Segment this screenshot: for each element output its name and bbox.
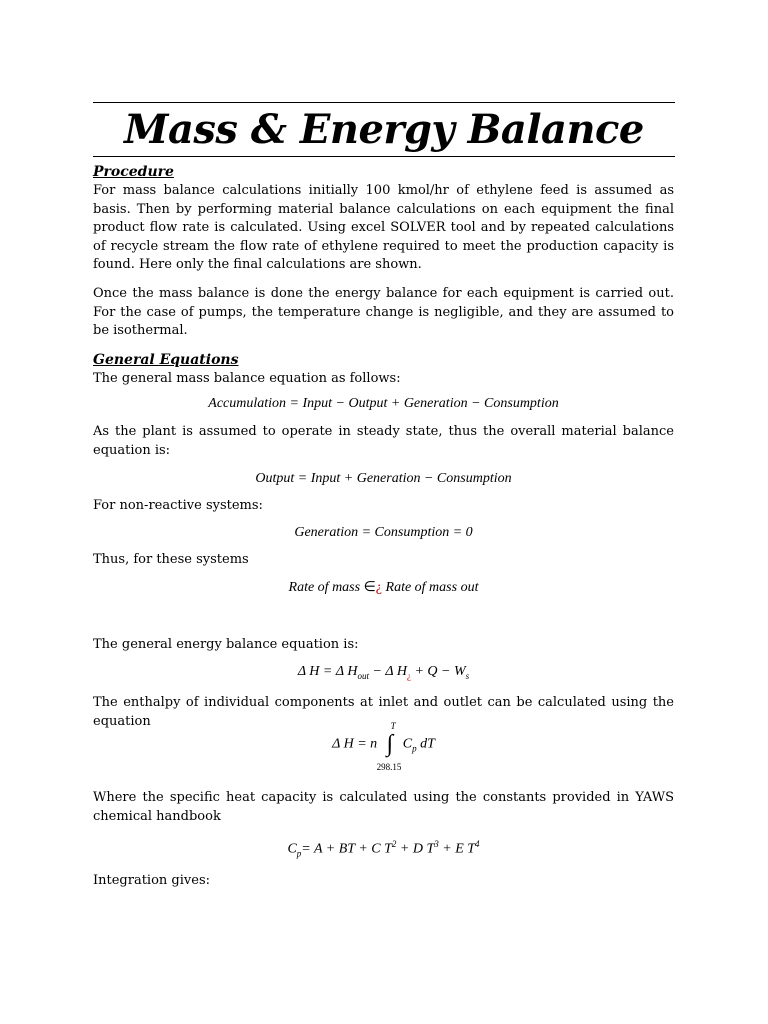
- steady-state-text: As the plant is assumed to operate in steady state, thus the overall material balance equation is:: [93, 424, 674, 458]
- rate-left: Rate of mass: [288, 579, 361, 595]
- non-reactive-text: For non-reactive systems:: [93, 497, 263, 513]
- rate-of-mass-equation: [93, 578, 674, 598]
- general-equations-heading: General Equations: [93, 351, 239, 368]
- rate-right: Rate of mass out: [385, 579, 479, 595]
- integrand-c: C: [402, 737, 413, 753]
- inverted-question-glyph: ¿: [375, 579, 383, 595]
- in-subscript-glyph: ¿: [406, 671, 411, 682]
- s-subscript: s: [465, 671, 470, 682]
- procedure-paragraph-2: Once the mass balance is done the energy balance for each equipment is carried out. For the case of pumps, the temperature change is negligible, and they are assumed to be isothermal.: [93, 285, 674, 339]
- cp-exponent-2: 2: [391, 839, 397, 850]
- generation-equation: Generation = Consumption = 0: [294, 525, 473, 541]
- out-subscript: out: [357, 671, 369, 682]
- cp-equation: [93, 834, 674, 863]
- integral-upper-limit: T: [390, 721, 396, 732]
- integral-lower-limit: 298.15: [376, 762, 402, 773]
- procedure-heading: Procedure: [93, 164, 174, 180]
- enthalpy-integral-equation: [93, 721, 674, 779]
- cp-p-subscript: p: [296, 848, 302, 859]
- cp-exponent-4: 4: [475, 839, 480, 850]
- title-bottom-rule: [93, 156, 675, 157]
- title-top-rule: [93, 102, 675, 103]
- integrand-p-subscript: p: [412, 743, 417, 754]
- energy-lhs: Δ H = Δ H: [297, 664, 358, 680]
- enthalpy-text: The enthalpy of individual components at inlet and outlet can be calculated using the equation: [93, 695, 674, 729]
- page-title: Mass & Energy Balance: [124, 106, 644, 153]
- cp-exponent-3: 3: [434, 839, 439, 850]
- procedure-paragraph-1: For mass balance calculations initially 100 kmol/hr of ethylene feed is assumed as basis. Then by performing material balance calculations on each equipment the final product flow rate is calculated. Using excel SOLVER tool and by repeated calculations of recycle stream the flow rate of ethylene required to meet the production capacity is found. Here only the final calculations are shown.: [93, 183, 674, 273]
- integral-dt: dT: [420, 737, 435, 753]
- integral-sign-icon: ∫: [386, 731, 394, 758]
- accumulation-equation: Accumulation = Input − Output + Generation − Consumption: [208, 396, 559, 412]
- energy-balance-text: The general energy balance equation is:: [93, 636, 359, 652]
- integration-text: Integration gives:: [93, 872, 210, 888]
- energy-rest: + Q − W: [410, 664, 466, 680]
- cp-part-1: = A + BT + C T: [301, 842, 392, 858]
- cp-text: Where the specific heat capacity is calculated using the constants provided in YAWS chemical handbook: [93, 790, 674, 824]
- energy-balance-equation: [93, 662, 674, 686]
- document-body: [93, 163, 674, 891]
- thus-text: Thus, for these systems: [93, 552, 249, 568]
- integral-lhs: Δ H = n: [332, 737, 378, 753]
- element-of-symbol: ∈: [363, 579, 376, 595]
- energy-minus-term: − Δ H: [368, 664, 407, 680]
- cp-c: C: [287, 842, 297, 858]
- mass-balance-intro: The general mass balance equation as follows:: [93, 370, 401, 386]
- cp-part-2: + D T: [396, 842, 435, 858]
- cp-part-3: + E T: [438, 842, 476, 858]
- output-equation: Output = Input + Generation − Consumption: [255, 470, 512, 486]
